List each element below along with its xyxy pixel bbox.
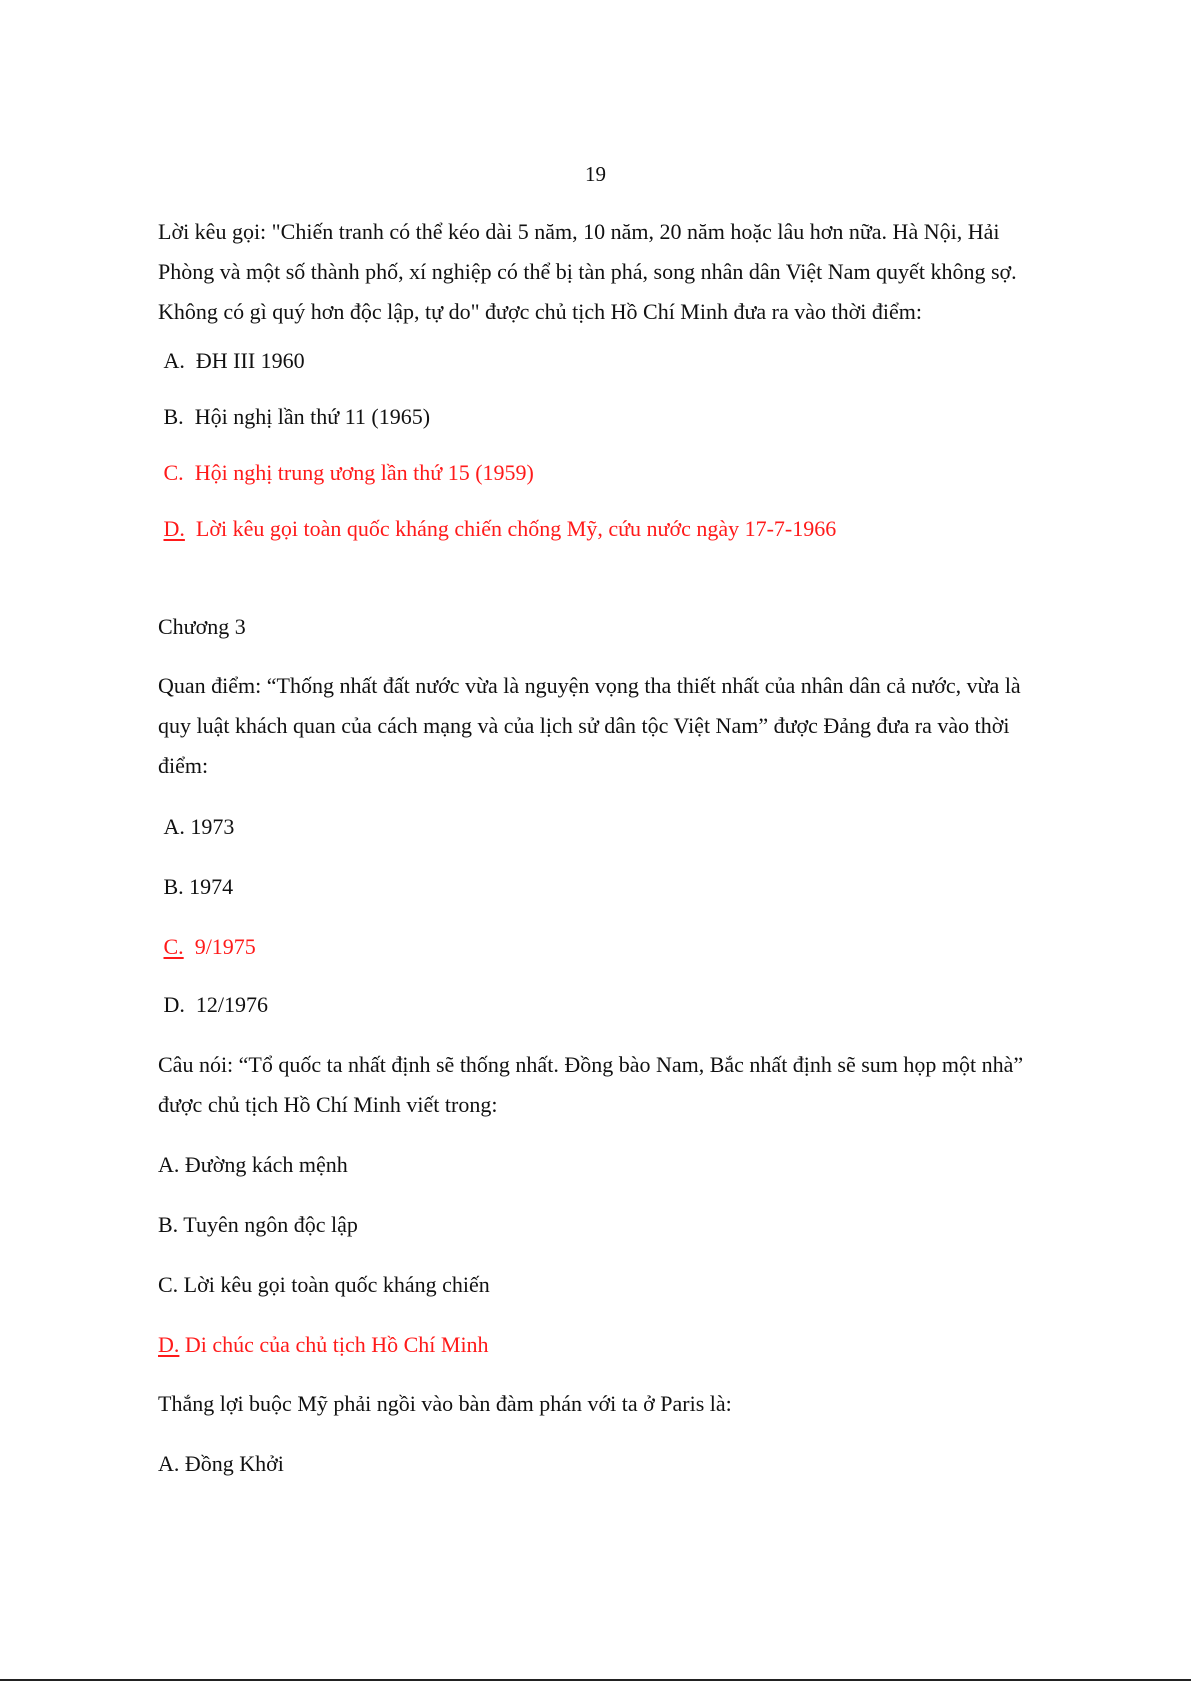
q2-option-d [158, 990, 268, 1020]
option-text: 9/1975 [194, 934, 256, 959]
question-3-text: Câu nói: “Tổ quốc ta nhất định sẽ thống nhất. Đồng bào Nam, Bắc nhất định sẽ sum họp một nhà” được chủ tịch Hồ Chí Minh viết trong: [158, 1052, 1024, 1117]
option-text: Lời kêu gọi toàn quốc kháng chiến chống Mỹ, cứu nước ngày 17-7-1966 [195, 516, 837, 541]
q2-option-a [158, 812, 234, 842]
q1-option-c [158, 458, 534, 488]
q3-option-d-correct [158, 1330, 489, 1360]
option-text: Hội nghị lần thứ 11 (1965) [194, 404, 431, 429]
option-letter: B. [163, 404, 184, 429]
chapter-heading: Chương 3 [158, 614, 246, 639]
q4-option-a: A. Đồng Khởi [158, 1451, 284, 1476]
q3-option-a: A. Đường kách mệnh [158, 1152, 348, 1177]
q1-option-b [158, 402, 430, 432]
q2-option-b [158, 872, 233, 902]
footer-rule [0, 1679, 1191, 1681]
q2-option-c-correct [158, 932, 256, 962]
option-text: B. 1974 [163, 874, 234, 899]
q1-option-d-correct [158, 514, 836, 544]
option-text: A. 1973 [163, 814, 235, 839]
option-letter: A. [163, 348, 185, 373]
q3-option-b: B. Tuyên ngôn độc lập [158, 1212, 358, 1237]
option-letter: D. [158, 1332, 180, 1357]
question-4-text: Thắng lợi buộc Mỹ phải ngồi vào bàn đàm phán với ta ở Paris là: [158, 1391, 732, 1416]
question-2-text: Quan điểm: “Thống nhất đất nước vừa là nguyện vọng tha thiết nhất của nhân dân cả nước, vừa là quy luật khách quan của cách mạng và của lịch sử dân tộc Việt Nam” được Đảng đưa ra vào thời điểm: [158, 673, 1021, 778]
question-1-text: Lời kêu gọi: "Chiến tranh có thể kéo dài 5 năm, 10 năm, 20 năm hoặc lâu hơn nữa. Hà Nội, Hải Phòng và một số thành phố, xí nghiệp có thể bị tàn phá, song nhân dân Việt Nam quyết không sợ. Không có gì quý hơn độc lập, tự do" được chủ tịch Hồ Chí Minh đưa ra vào thời điểm: [158, 219, 1017, 324]
option-text: Hội nghị trung ương lần thứ 15 (1959) [194, 460, 534, 485]
option-letter: C. [163, 934, 184, 959]
option-letter: D. [163, 516, 185, 541]
q1-option-a [158, 346, 305, 376]
option-letter: C. [163, 460, 184, 485]
option-text: 12/1976 [195, 992, 269, 1017]
option-letter: D. [163, 992, 185, 1017]
page-number: 19 [585, 162, 606, 186]
q3-option-c: C. Lời kêu gọi toàn quốc kháng chiến [158, 1272, 490, 1297]
option-text: Di chúc của chủ tịch Hồ Chí Minh [184, 1332, 489, 1357]
option-text: ĐH III 1960 [195, 348, 305, 373]
